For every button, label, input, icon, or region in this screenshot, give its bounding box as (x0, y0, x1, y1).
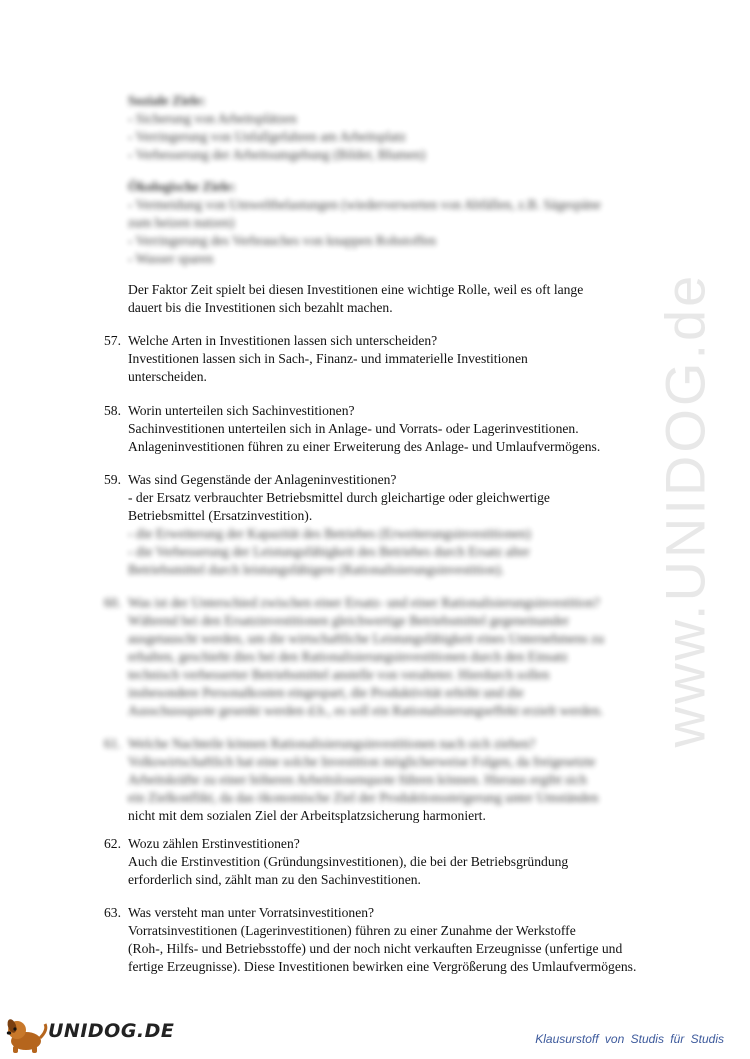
answer-text: Volkswirtschaftlich hat eine solche Investition möglicherweise Folgen, da freigesetzte (128, 754, 596, 769)
list-item: - Verringerung von Unfallgefahren am Arbeitsplatz (128, 129, 406, 144)
watermark: www.UNIDOG.de (653, 272, 717, 748)
list-item: - Wasser sparen (128, 251, 214, 266)
question-61 (104, 735, 669, 825)
question-text: Was ist der Unterschied zwischen einer Ersatz- und einer Rationalisierungsinvestition? (128, 595, 600, 610)
answer-text: ausgetauscht werden, um die wirtschaftliche Leistungsfähigkeit eines Unternehmens zu (128, 631, 605, 646)
dog-icon (4, 1014, 50, 1054)
answer-text: erhalten, geschieht dies bei den Rationalisierungsinvestitionen durch den Einsatz (128, 649, 568, 664)
list-item: zum heizen nutzen) (128, 215, 235, 230)
answer-text: ein Zielkonflikt, da das ökonomische Ziel der Produktionssteigerung unter Umständen (128, 790, 599, 805)
answer-text: Auch die Erstinvestition (Gründungsinvestitionen), die bei der Betriebsgründung (128, 854, 569, 869)
faktor-zeit-paragraph: Der Faktor Zeit spielt bei diesen Investitionen eine wichtige Rolle, weil es oft lange dauert bis die Investitionen sich bezahlt machen. (128, 282, 584, 315)
answer-text: (Roh-, Hilfs- und Betriebsstoffe) und der noch nicht verkauften Erzeugnisse (unfertige und (128, 941, 623, 956)
question-text: Was sind Gegenstände der Anlageninvestitionen? (128, 472, 397, 487)
question-text: Worin unterteilen sich Sachinvestitionen? (128, 403, 355, 418)
answer-text: Investitionen lassen sich in Sach-, Finanz- und immaterielle Investitionen (128, 351, 528, 366)
question-number: 62. (104, 836, 121, 851)
list-item: - Vermeidung von Umweltbelastungen (wiederverwerten von Abfällen, z.B. Sägespäne (128, 197, 601, 212)
question-60 (104, 594, 669, 720)
answer-text: fertige Erzeugnisse). Diese Investitionen bewirken eine Vergrößerung des Umlaufvermögens. (128, 959, 637, 974)
question-57 (104, 332, 669, 386)
oekologische-ziele-heading: Ökologische Ziele: (128, 179, 236, 194)
answer-text: Arbeitskräfte zu einer höheren Arbeitslosenquote führen können. Hieraus ergibt sich (128, 772, 587, 787)
question-number: 57. (104, 333, 121, 348)
question-text: Welche Arten in Investitionen lassen sich unterscheiden? (128, 333, 438, 348)
question-text: Wozu zählen Erstinvestitionen? (128, 836, 300, 851)
question-58 (104, 402, 669, 456)
answer-text: Während bei den Ersatzinvestitionen gleichwertige Betriebsmittel gegeneinander (128, 613, 569, 628)
question-59 (104, 471, 669, 579)
answer-text: Vorratsinvestitionen (Lagerinvestitionen) führen zu einer Zunahme der Werkstoffe (128, 923, 576, 938)
list-item: - Sicherung von Arbeitsplätzen (128, 111, 297, 126)
footer-slogan: Klausurstoff von Studis für Studis (535, 1032, 724, 1046)
answer-text: Betriebsmittel (Ersatzinvestition). (128, 508, 313, 523)
soziale-ziele-heading: Soziale Ziele: (128, 93, 206, 108)
answer-text: - der Ersatz verbrauchter Betriebsmittel durch gleichartige oder gleichwertige (128, 490, 550, 505)
question-62 (104, 835, 669, 889)
logo-text: UNIDOG.DE (48, 1020, 175, 1042)
answer-text: unterscheiden. (128, 369, 207, 384)
answer-text: Ausschussquote gesenkt werden d.h., es soll ein Rationalisierungseffekt erzielt werden. (128, 703, 604, 718)
answer-text: nicht mit dem sozialen Ziel der Arbeitsplatzsicherung harmoniert. (128, 808, 486, 823)
answer-text: erforderlich sind, zählt man zu den Sachinvestitionen. (128, 872, 421, 887)
answer-text: - die Erweiterung der Kapazität des Betriebes (Erweiterungsinvestitionen) (128, 526, 531, 541)
question-number: 61. (104, 736, 121, 751)
list-item: - Verbesserung der Arbeitsumgebung (Bilder, Blumen) (128, 147, 426, 162)
question-number: 59. (104, 472, 121, 487)
answer-text: technisch verbesserter Betriebsmittel anstelle von veralteter. Hierdurch sollen (128, 667, 550, 682)
soziale-ziele-section (128, 92, 668, 164)
question-number: 58. (104, 403, 121, 418)
oekologische-ziele-section (128, 178, 668, 268)
question-text: Welche Nachteile können Rationalisierungsinvestitionen nach sich ziehen? (128, 736, 536, 751)
answer-text: Betriebsmittel durch leistungsfähigere (Rationalisierungsinvestition). (128, 562, 505, 577)
answer-text: Sachinvestitionen unterteilen sich in Anlage- und Vorrats- oder Lagerinvestitionen. (128, 421, 579, 436)
answer-text: - die Verbesserung der Leistungsfähigkeit des Betriebes durch Ersatz alter (128, 544, 530, 559)
question-text: Was versteht man unter Vorratsinvestitionen? (128, 905, 375, 920)
question-63 (104, 904, 669, 976)
answer-text: Anlageninvestitionen führen zu einer Erweiterung des Anlage- und Umlaufvermögens. (128, 439, 601, 454)
question-number: 63. (104, 905, 121, 920)
unidog-logo[interactable] (4, 1014, 175, 1054)
answer-text: insbesondere Personalkosten eingespart, die Produktivität erhöht und die (128, 685, 524, 700)
list-item: - Verringerung des Verbrauches von knappen Rohstoffen (128, 233, 437, 248)
question-number: 60. (104, 595, 121, 610)
